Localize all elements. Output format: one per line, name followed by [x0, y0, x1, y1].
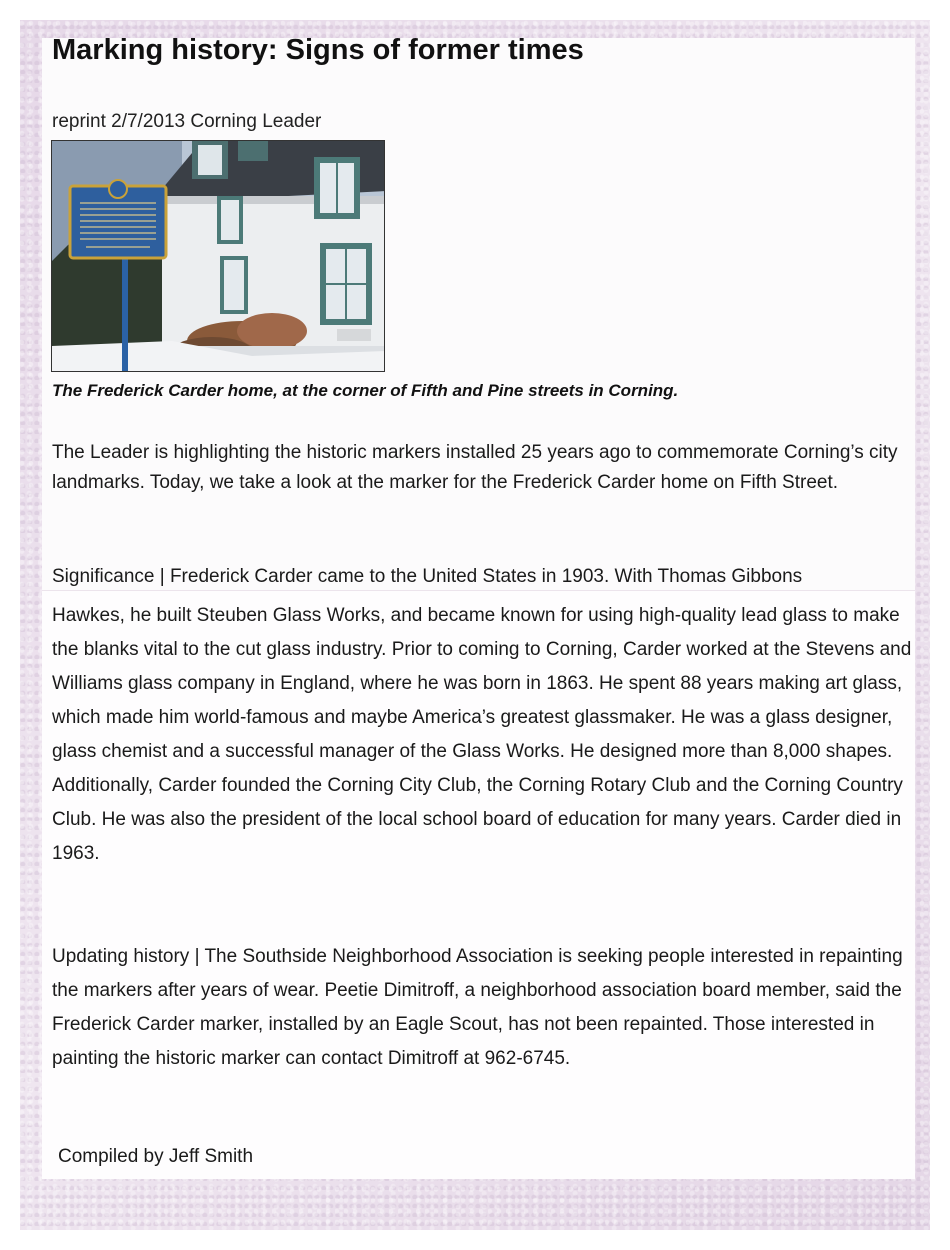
author-credit: Compiled by Jeff Smith — [58, 1146, 254, 1167]
significance-paragraph: Hawkes, he built Steuben Glass Works, and became known for using high-quality lead glass to make the blanks vital to the cut glass industry. Prior to coming to Corning, Carder worked at the Stevens and Williams glass company in England, where he was born in 1863. He spent 88 years making art glass, which made him world-famous and maybe America’s greatest glassmaker. He was a glass designer, glass chemist and a successful manager of the Glass Works. He designed more than 8,000 shapes. Additionally, Carder founded the Corning City Club, the Corning Rotary Club and the Corning Country Club. He was also the president of the local school board of education for many years. Carder died in 1963. — [52, 605, 912, 864]
reprint-line: reprint 2/7/2013 Corning Leader — [52, 111, 322, 132]
photo-caption: The Frederick Carder home, at the corner of Fifth and Pine streets in Corning. — [52, 381, 679, 400]
carder-home-photo — [51, 140, 385, 372]
updating-history-paragraph: Updating history | The Southside Neighborhood Association is seeking people interested in repainting the markers after years of wear. Peetie Dimitroff, a neighborhood association board member, said the Frederick Carder marker, installed by an Eagle Scout, has not been repainted. Those interested in painting the historic marker can contact Dimitroff at 962-6745. — [52, 946, 903, 1069]
intro-paragraph: The Leader is highlighting the historic markers installed 25 years ago to commemorate Corning’s city landmarks. Today, we take a look at the marker for the Frederick Carder home on Fifth Street. — [52, 442, 898, 493]
article-title: Marking history: Signs of former times — [52, 34, 584, 66]
significance-first-line: Significance | Frederick Carder came to the United States in 1903. With Thomas Gibbons — [52, 566, 803, 587]
